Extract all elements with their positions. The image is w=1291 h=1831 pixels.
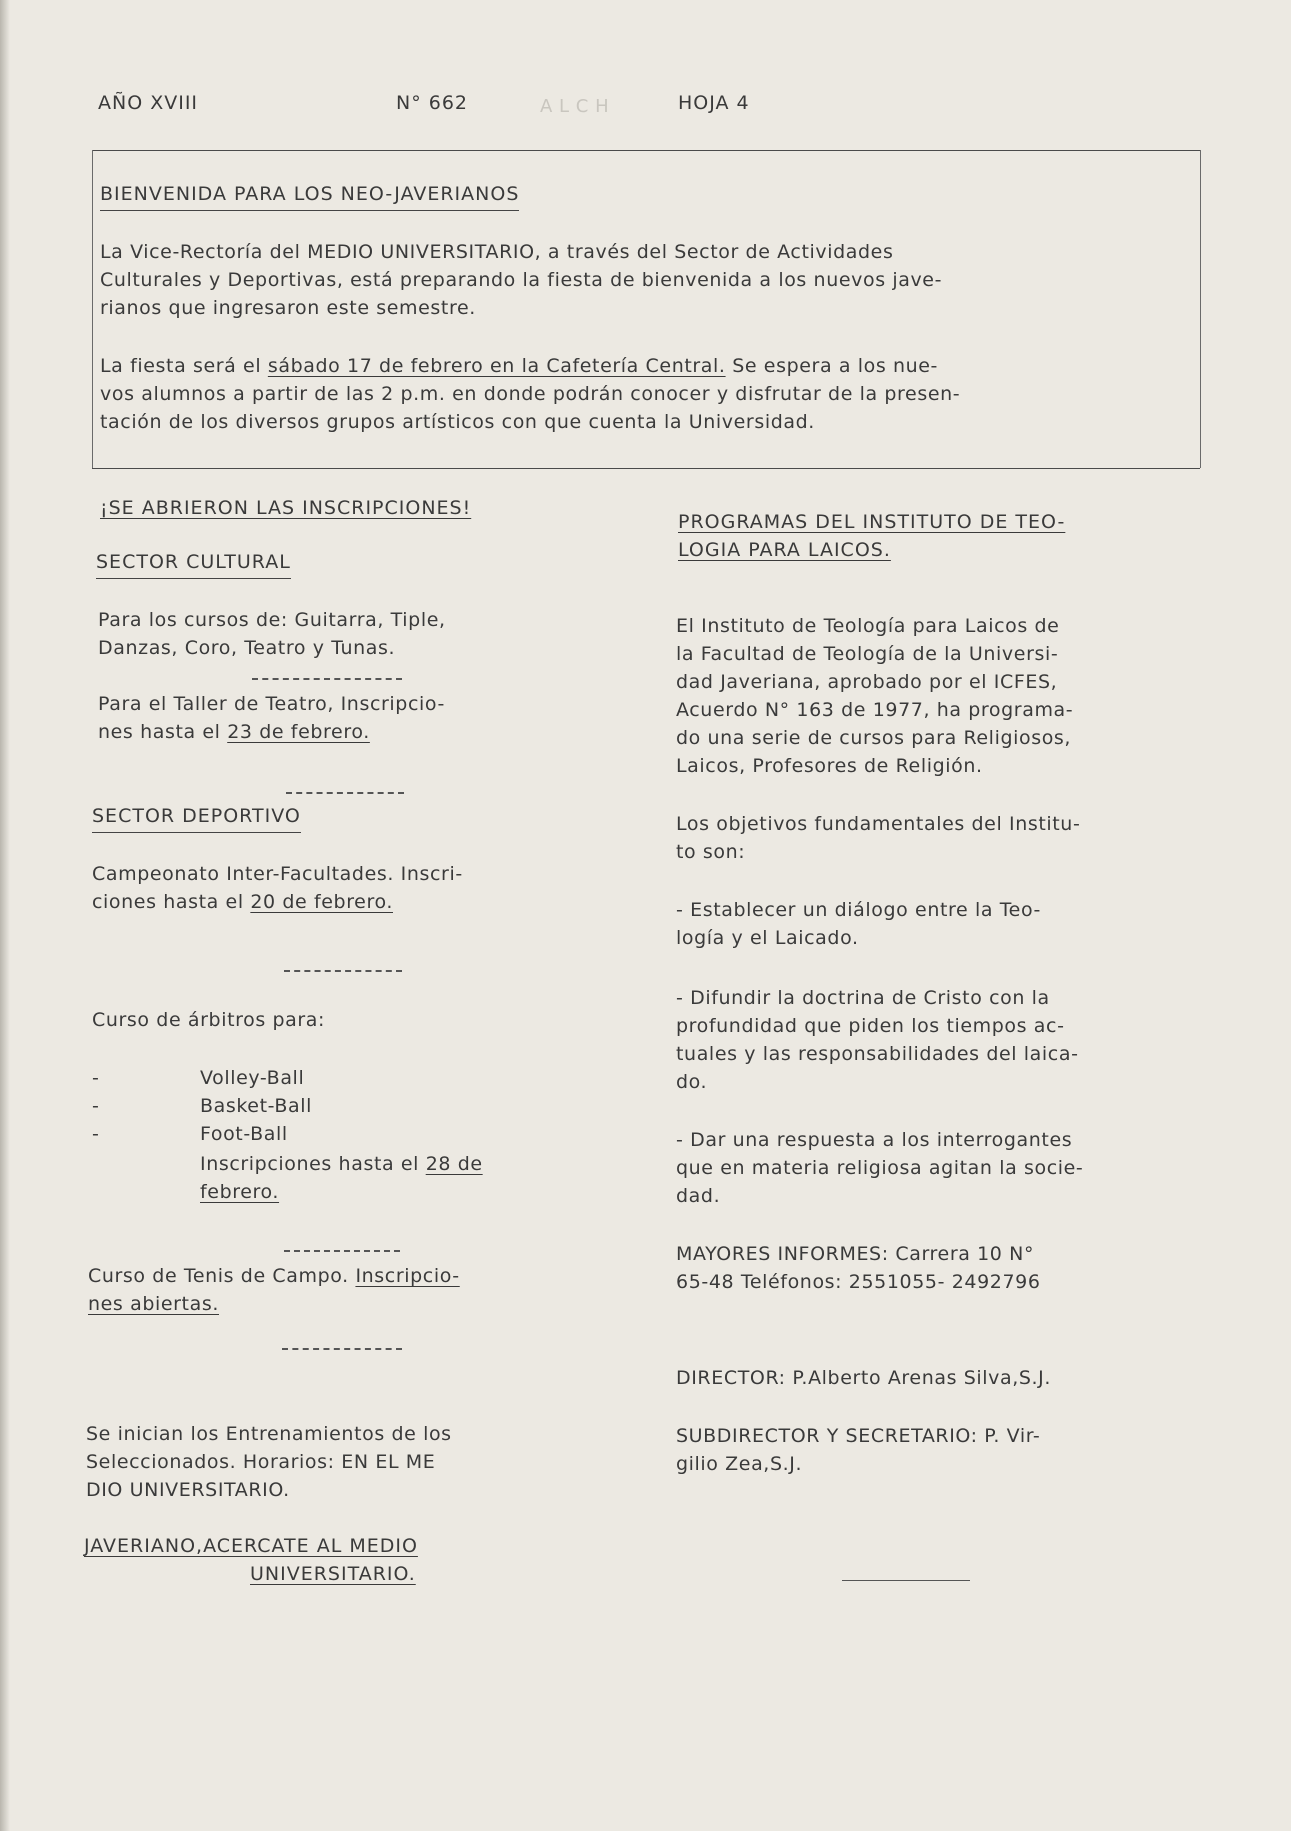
objective-2-line2: profundidad que piden los tiempos ac- — [676, 1015, 1065, 1037]
theatre-workshop-line1: Para el Taller de Teatro, Inscripcio- — [98, 693, 445, 715]
institute-intro-line1: El Instituto de Teología para Laicos de — [676, 615, 1060, 637]
referee-dash-1: - — [92, 1067, 100, 1089]
objective-2-line3: tuales y las responsabilidades del laica- — [676, 1043, 1079, 1065]
referee-course-intro: Curso de árbitros para: — [92, 1009, 326, 1031]
box-right-rule — [1200, 150, 1201, 468]
welcome-title: BIENVENIDA PARA LOS NEO-JAVERIANOS — [100, 180, 519, 211]
separator-dash — [282, 1348, 402, 1350]
welcome-para1-line3: rianos que ingresaron este semestre. — [100, 297, 476, 319]
box-left-rule — [92, 150, 93, 468]
box-top-rule — [92, 150, 1200, 151]
institute-intro-line3: dad Javeriana, aprobado por el ICFES, — [676, 671, 1058, 693]
objective-3-line3: dad. — [676, 1185, 721, 1207]
welcome-para2-suffix: Se espera a los nue- — [725, 355, 938, 377]
sports-sector-title: SECTOR DEPORTIVO — [92, 802, 301, 833]
more-info-line2: 65-48 Teléfonos: 2551055- 2492796 — [676, 1271, 1041, 1293]
separator-dash — [286, 792, 404, 794]
training-line3: DIO UNIVERSITARIO. — [86, 1479, 290, 1501]
training-line1: Se inician los Entrenamientos de los — [86, 1423, 452, 1445]
championship-line1: Campeonato Inter-Facultades. Inscri- — [92, 863, 463, 885]
institute-intro-line6: Laicos, Profesores de Religión. — [676, 755, 983, 777]
objective-3-line1: - Dar una respuesta a los interrogantes — [676, 1129, 1073, 1151]
objectives-intro-line2: to son: — [676, 841, 746, 863]
objective-3-line2: que en materia religiosa agitan la socie- — [676, 1157, 1084, 1179]
championship-date: 20 de febrero. — [250, 891, 393, 913]
tennis-course-prefix: Curso de Tenis de Campo. — [88, 1265, 356, 1287]
theology-programs-title-line1: PROGRAMAS DEL INSTITUTO DE TEO- — [678, 511, 1066, 533]
subdirector-line1: SUBDIRECTOR Y SECRETARIO: P. Vir- — [676, 1425, 1041, 1447]
tennis-course-line1 — [88, 1262, 460, 1291]
sheet-number: HOJA 4 — [678, 92, 750, 114]
cultural-courses-line1: Para los cursos de: Guitarra, Tiple, — [98, 609, 446, 631]
objectives-intro-line1: Los objetivos fundamentales del Institu- — [676, 813, 1081, 835]
objective-2-line1: - Difundir la doctrina de Cristo con la — [676, 987, 1050, 1009]
welcome-party-date: sábado 17 de febrero en la Cafetería Central. — [267, 355, 726, 377]
more-info-line1: MAYORES INFORMES: Carrera 10 N° — [676, 1243, 1035, 1265]
cultural-courses-line2: Danzas, Coro, Teatro y Tunas. — [98, 637, 396, 659]
closing-slogan-line2: UNIVERSITARIO. — [250, 1563, 416, 1585]
theology-programs-title-line2: LOGIA PARA LAICOS. — [678, 539, 891, 561]
training-line2: Seleccionados. Horarios: EN EL ME — [86, 1451, 436, 1473]
end-rule — [842, 1580, 970, 1581]
director-line: DIRECTOR: P.Alberto Arenas Silva,S.J. — [676, 1367, 1052, 1389]
welcome-para2-prefix: La fiesta será el — [100, 355, 268, 377]
referee-item-football: Foot-Ball — [200, 1123, 288, 1145]
theatre-workshop-date: 23 de febrero. — [227, 721, 370, 743]
registrations-heading: ¡SE ABRIERON LAS INSCRIPCIONES! — [100, 497, 472, 519]
welcome-para2-line2: vos alumnos a partir de las 2 p.m. en donde podrán conocer y disfrutar de la presen- — [100, 383, 961, 405]
referee-item-volleyball: Volley-Ball — [200, 1067, 305, 1089]
tennis-course-line2: nes abiertas. — [88, 1293, 219, 1315]
referee-dash-2: - — [92, 1095, 100, 1117]
welcome-para2-line1 — [100, 352, 938, 381]
championship-line2 — [92, 888, 393, 917]
separator-dash — [252, 678, 402, 680]
welcome-para1-line1: La Vice-Rectoría del MEDIO UNIVERSITARIO, a través del Sector de Actividades — [100, 241, 894, 263]
institute-intro-line2: la Facultad de Teología de la Universi- — [676, 643, 1059, 665]
referee-deadline-date: 28 de — [425, 1153, 483, 1175]
theatre-workshop-line2 — [98, 718, 370, 747]
tennis-course-open: Inscripcio- — [355, 1265, 460, 1287]
page-edge-shadow — [0, 0, 10, 1831]
box-bottom-rule — [92, 468, 1200, 469]
referee-deadline-line1 — [200, 1150, 483, 1179]
objective-1-line1: - Establecer un diálogo entre la Teo- — [676, 899, 1042, 921]
referee-deadline-line2: febrero. — [200, 1181, 280, 1203]
bleed-through-text: A L C H — [540, 96, 610, 117]
welcome-para2-line3: tación de los diversos grupos artísticos con que cuenta la Universidad. — [100, 411, 815, 433]
cultural-sector-title: SECTOR CULTURAL — [96, 548, 291, 579]
championship-prefix: ciones hasta el — [92, 891, 251, 913]
referee-item-basketball: Basket-Ball — [200, 1095, 313, 1117]
institute-intro-line5: do una serie de cursos para Religiosos, — [676, 727, 1072, 749]
referee-deadline-prefix: Inscripciones hasta el — [200, 1153, 426, 1175]
separator-dash — [284, 1250, 400, 1252]
closing-slogan-line1: JAVERIANO,ACERCATE AL MEDIO — [84, 1535, 418, 1557]
theatre-workshop-prefix: nes hasta el — [98, 721, 228, 743]
separator-dash — [284, 970, 402, 972]
objective-2-line4: do. — [676, 1071, 708, 1093]
welcome-para1-line2: Culturales y Deportivas, está preparando la fiesta de bienvenida a los nuevos jave- — [100, 269, 943, 291]
issue-number: N° 662 — [396, 92, 469, 114]
objective-1-line2: logía y el Laicado. — [676, 927, 859, 949]
year-label: AÑO XVIII — [98, 92, 199, 114]
referee-dash-3: - — [92, 1123, 100, 1145]
institute-intro-line4: Acuerdo N° 163 de 1977, ha programa- — [676, 699, 1074, 721]
subdirector-line2: gilio Zea,S.J. — [676, 1453, 803, 1475]
